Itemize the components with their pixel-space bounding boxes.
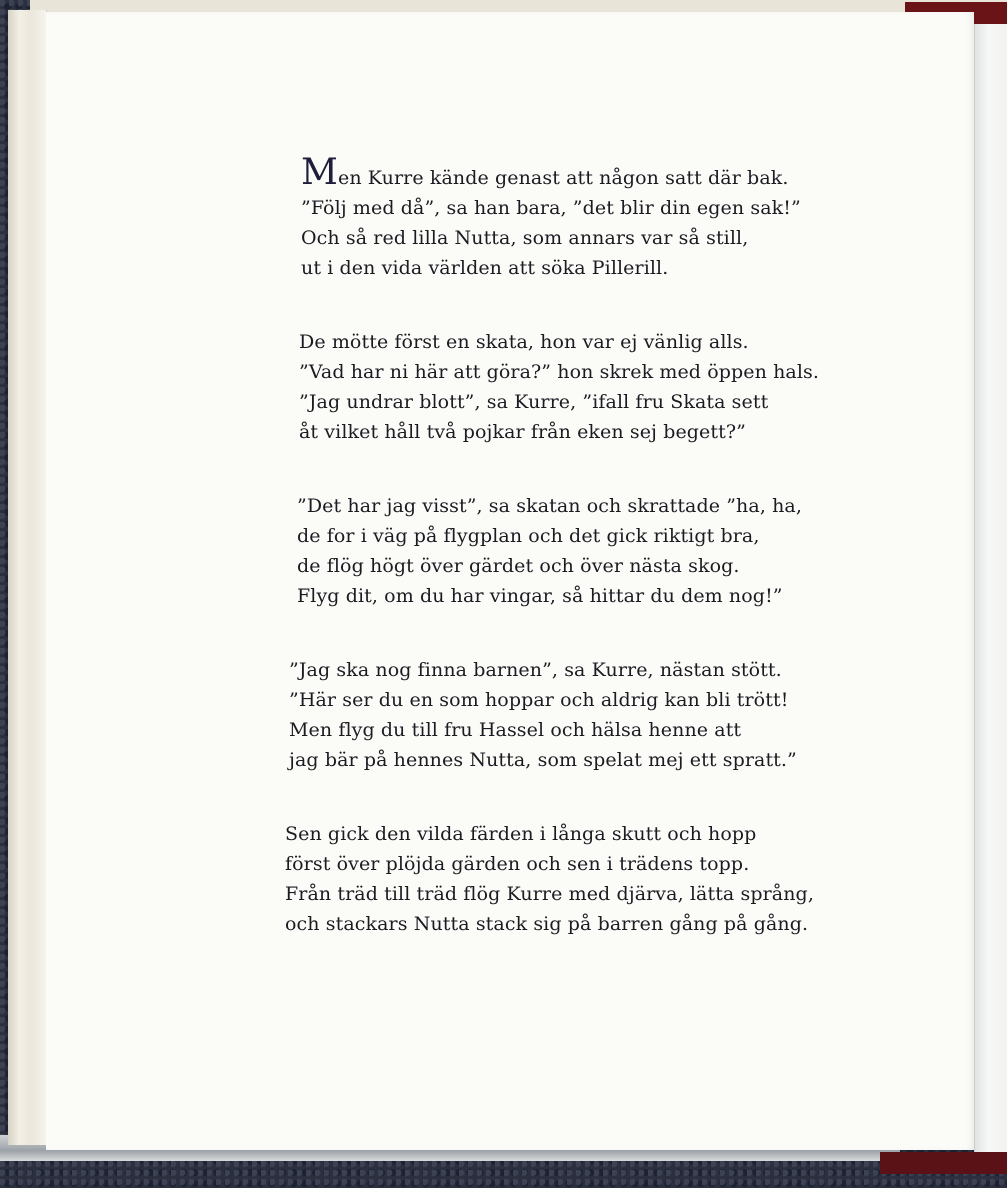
poem-line: ”Här ser du en som hoppar och aldrig kan bli trött!	[289, 689, 789, 711]
poem-text	[285, 152, 820, 983]
poem-line: ”Vad har ni här att göra?” hon skrek med öppen hals.	[299, 361, 820, 383]
poem-line: åt vilket håll två pojkar från eken sej begett?”	[299, 421, 746, 443]
poem-line: ”Följ med då”, sa han bara, ”det blir din egen sak!”	[301, 197, 801, 219]
poem-line: De mötte först en skata, hon var ej vänlig alls.	[299, 331, 749, 353]
stanza-1	[301, 152, 805, 283]
poem-line: ”Jag undrar blott”, sa Kurre, ”ifall fru Skata sett	[299, 391, 769, 413]
poem-line: de for i väg på flygplan och det gick riktigt bra,	[297, 525, 760, 547]
poem-line: jag bär på hennes Nutta, som spelat mej ett spratt.”	[289, 749, 797, 771]
poem-line: ”Jag ska nog finna barnen”, sa Kurre, nästan stött.	[289, 659, 782, 681]
page-stack-left-edge	[8, 10, 47, 1145]
poem-line: Och så red lilla Nutta, som annars var så still,	[301, 227, 749, 249]
next-page-edge	[974, 24, 1007, 1152]
stanza-4	[289, 655, 805, 775]
poem-line: Från träd till träd flög Kurre med djärva, lätta språng,	[285, 883, 814, 905]
stanza-5	[285, 819, 814, 939]
poem-line: de flög högt över gärdet och över nästa skog.	[297, 555, 740, 577]
poem-line: och stackars Nutta stack sig på barren gång på gång.	[285, 913, 809, 935]
poem-line: ut i den vida världen att söka Pillerill.	[301, 257, 669, 279]
stanza-2	[299, 327, 820, 447]
poem-line: Sen gick den vilda färden i långa skutt och hopp	[285, 823, 757, 845]
poem-line	[301, 152, 805, 193]
poem-line: Men flyg du till fru Hassel och hälsa henne att	[289, 719, 742, 741]
poem-line: först över plöjda gärden och sen i trädens topp.	[285, 853, 750, 875]
drop-cap: M	[301, 152, 338, 193]
book-cover-maroon-corner-bottom	[880, 1152, 1007, 1174]
poem-line: ”Det har jag visst”, sa skatan och skrattade ”ha, ha,	[297, 495, 802, 517]
poem-line-text: en Kurre kände genast att någon satt där bak.	[337, 167, 789, 189]
poem-line: Flyg dit, om du har vingar, så hittar du dem nog!”	[297, 585, 783, 607]
stanza-3	[297, 491, 805, 611]
